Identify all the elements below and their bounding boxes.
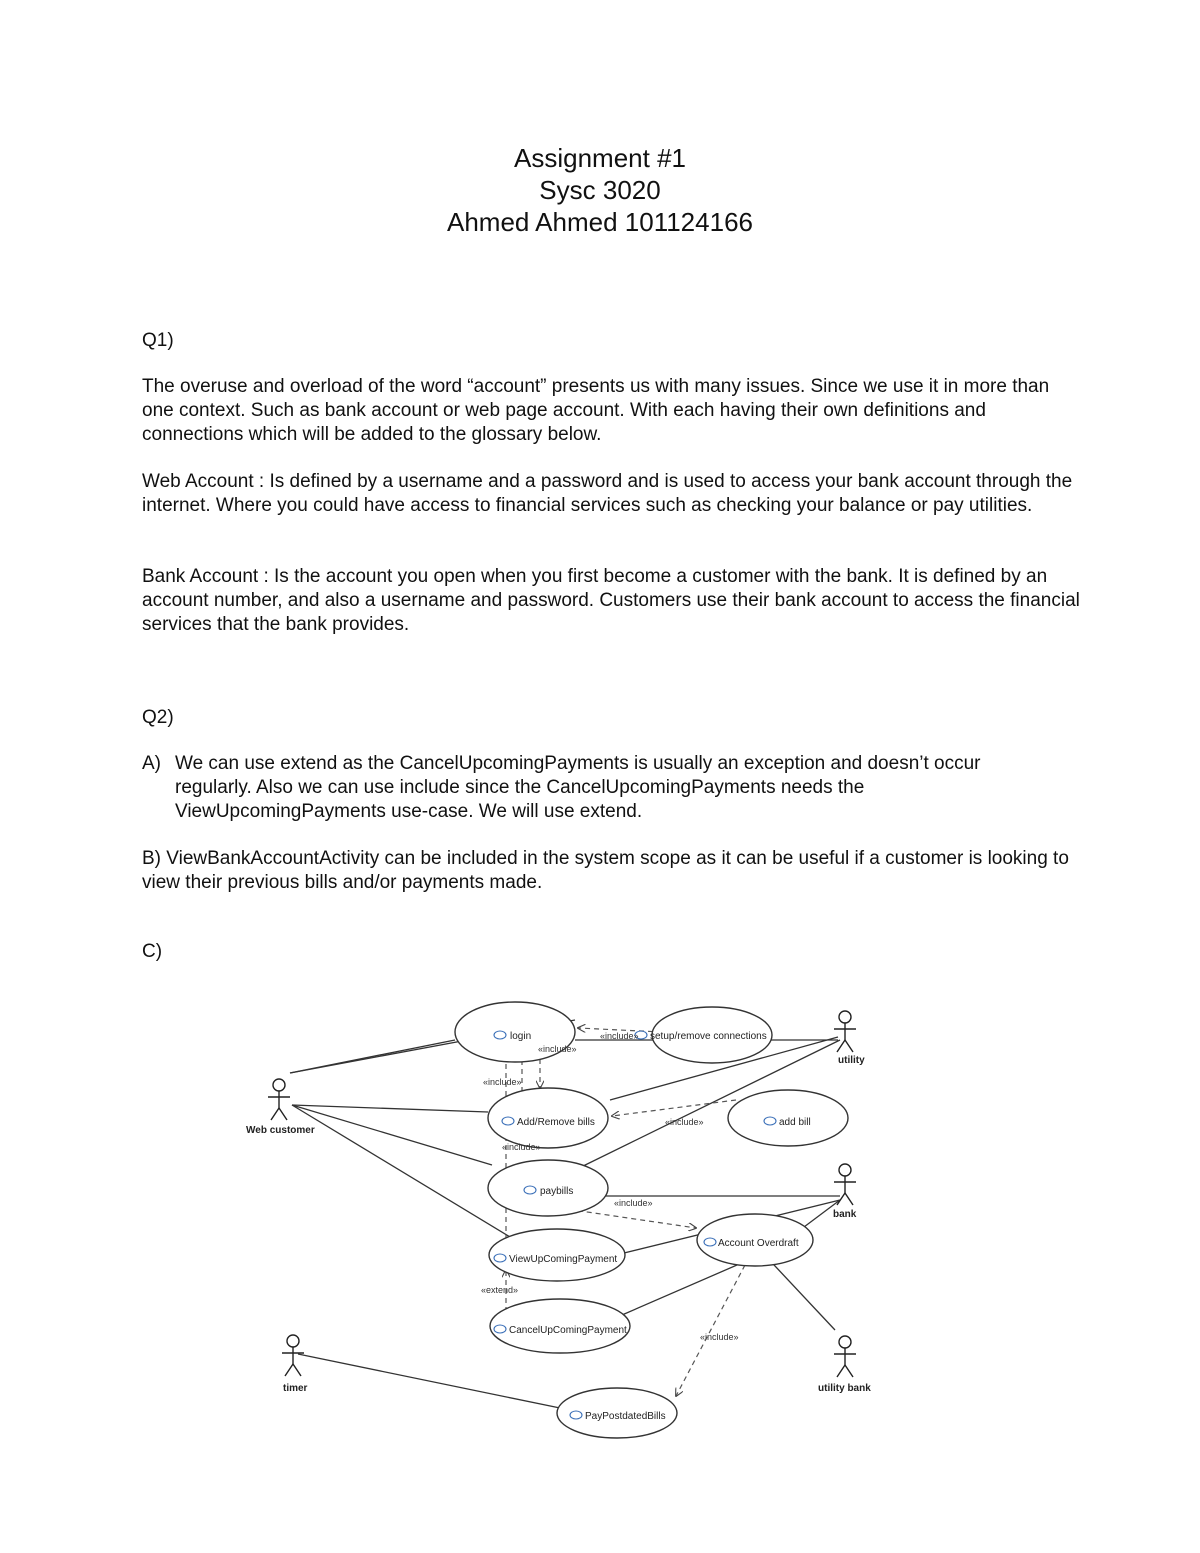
usecase-overdraft-label: Account Overdraft <box>718 1238 799 1249</box>
actor-timer-label: timer <box>283 1383 308 1394</box>
assoc-customer-viewupcoming <box>292 1105 515 1240</box>
q1-intro-paragraph: The overuse and overload of the word “account” presents us with many issues. Since we use it in more than one context. Such as bank account or web page account. With each having their own definitions and connections which will be added to the glossary below. <box>142 376 1050 445</box>
actor-web-customer-label: Web customer <box>246 1125 315 1136</box>
stereotype-include-paybills: «include» <box>502 1142 541 1152</box>
actor-bank <box>834 1164 856 1205</box>
actor-web-customer <box>268 1079 290 1120</box>
q2-c-label: C) <box>142 941 163 962</box>
usecase-paypostdated-label: PayPostdatedBills <box>585 1411 666 1422</box>
actor-utility-bank-label: utility bank <box>818 1383 871 1394</box>
usecase-viewupcoming-label: ViewUpComingPayment <box>509 1254 618 1265</box>
assignment-title: Assignment #1 <box>514 143 686 173</box>
course-code: Sysc 3020 <box>539 175 661 205</box>
include-overdraft-paypostdated <box>676 1265 745 1396</box>
usecase-addremove-label: Add/Remove bills <box>517 1117 595 1128</box>
stereotype-include-paypostdated: «include» <box>700 1332 739 1342</box>
usecase-cancelupcoming-label: CancelUpComingPayment <box>509 1325 627 1336</box>
actor-timer <box>282 1335 304 1376</box>
include-addbill-addremove <box>612 1100 736 1116</box>
web-account-definition: Web Account : Is defined by a username and a password and is used to access your bank account through the internet. Where you could have access to financial services such as checking your balance or pay utilities. <box>142 471 1073 516</box>
bank-account-definition: Bank Account : Is the account you open when you first become a customer with the bank. It is defined by an account number, and also a username and password. Customers use their bank account to access the financial services that the bank provides. <box>142 566 1080 635</box>
q2-label: Q2) <box>142 707 174 728</box>
q2-answer-b: B) ViewBankAccountActivity can be included in the system scope as it can be useful if a customer is looking to view their previous bills and/or payments made. <box>142 848 1069 893</box>
stereotype-include-login: «include» <box>538 1044 577 1054</box>
stereotype-include-addremove: «include» <box>483 1077 522 1087</box>
usecase-addbill-label: add bill <box>779 1117 811 1128</box>
actor-utility-label: utility <box>838 1055 865 1066</box>
q1-label: Q1) <box>142 330 174 351</box>
stereotype-include-setup: «include» <box>600 1031 639 1041</box>
stereotype-extend-cancel: «extend» <box>481 1285 519 1295</box>
usecase-paybills-label: paybills <box>540 1186 574 1197</box>
assoc-customer-paybills <box>292 1105 492 1165</box>
assoc-customer-addremove <box>292 1105 488 1112</box>
actor-bank-label: bank <box>833 1209 857 1220</box>
actor-utility <box>834 1011 856 1052</box>
q2-answer-a <box>142 752 1062 824</box>
usecase-login-label: login <box>510 1031 532 1042</box>
answer-a-marker: A) <box>142 753 161 774</box>
actor-utility-bank <box>834 1336 856 1377</box>
use-case-diagram <box>230 995 890 1440</box>
answer-a-text: We can use extend as the CancelUpcomingPayments is usually an exception and doesn’t occur regularly. Also we can use include since the CancelUpcomingPayments needs the ViewUpcomingPayments use-case. We will use extend. <box>175 753 981 822</box>
assoc-timer-paypostdated <box>298 1354 560 1408</box>
title-block <box>0 142 1200 238</box>
usecase-setup-label: setup/remove connections <box>650 1031 767 1042</box>
stereotype-include-addbill: «include» <box>665 1117 704 1127</box>
stereotype-include-overdraft: «include» <box>614 1198 653 1208</box>
author-name: Ahmed Ahmed 101124166 <box>447 207 753 237</box>
